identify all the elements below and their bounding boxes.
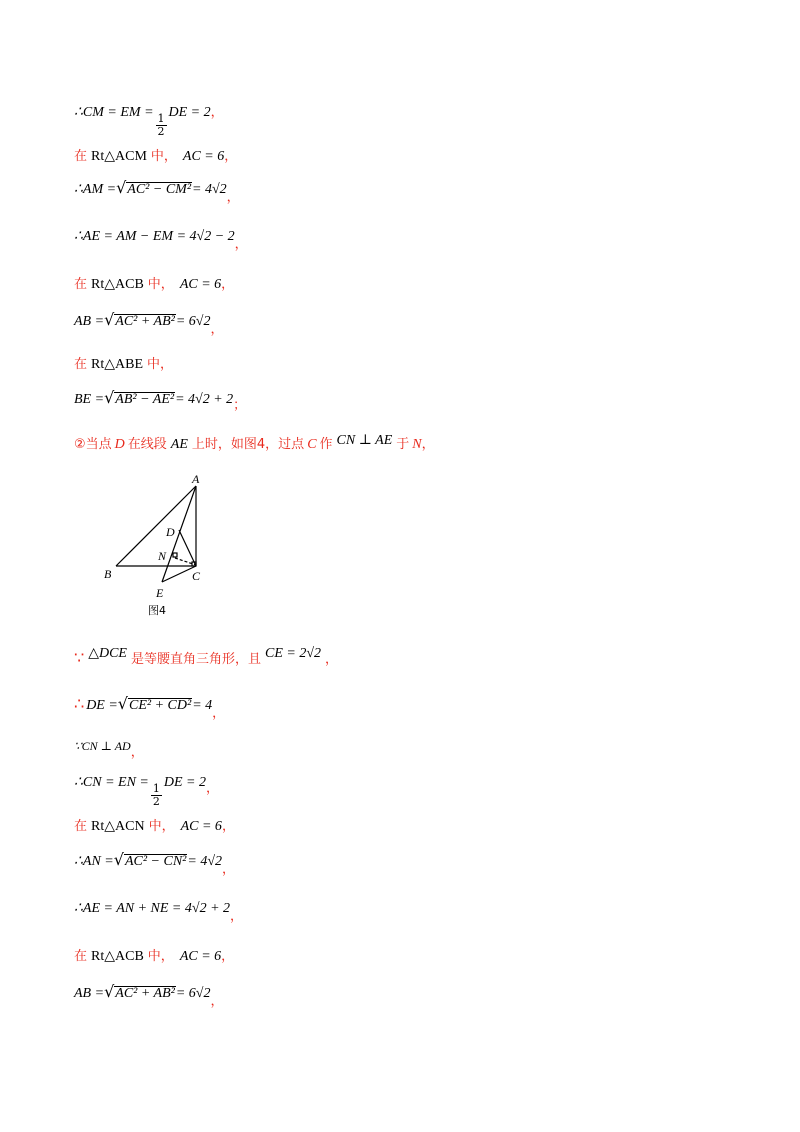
math-text: CN ⊥ AE bbox=[336, 433, 393, 448]
punct: ， bbox=[210, 105, 224, 120]
right-angle-n bbox=[173, 553, 177, 557]
line-rt-acb-2 bbox=[74, 950, 234, 964]
text: 中， bbox=[148, 819, 175, 834]
punct: ， bbox=[210, 994, 224, 1009]
math-text: AC = 6 bbox=[182, 149, 225, 164]
point-n: N bbox=[412, 437, 422, 452]
text: 上时，如图4，过点 bbox=[191, 437, 305, 452]
math-text: ∵CN ⊥ AD bbox=[74, 739, 131, 753]
line-cm-em bbox=[74, 105, 224, 138]
text: 在 bbox=[74, 357, 88, 372]
therefore-symbol: ∴ bbox=[74, 694, 85, 713]
math-text: ∴AE = AN + NE = 4√2 + 2 bbox=[74, 901, 231, 916]
math-text: AC = 6 bbox=[180, 819, 222, 834]
math-text: BE = bbox=[74, 392, 105, 407]
punct: ， bbox=[230, 909, 244, 924]
punct: ， bbox=[221, 277, 235, 292]
text: ②当点 bbox=[74, 437, 112, 452]
figure-caption: 图4 bbox=[148, 604, 166, 617]
triangle-name: Rt△ACB bbox=[91, 949, 144, 964]
line-rt-abe bbox=[74, 358, 173, 372]
line-rt-acm bbox=[74, 150, 237, 164]
triangle-name: Rt△ACM bbox=[91, 149, 147, 164]
radicand: AC² + AB² bbox=[115, 314, 175, 329]
math-text: AB = bbox=[74, 986, 105, 1001]
segment-ab bbox=[116, 486, 196, 566]
punct: ， bbox=[325, 652, 339, 667]
geometry-figure-4 bbox=[100, 470, 220, 620]
radicand: AC² + AB² bbox=[115, 986, 175, 1001]
point-c: C bbox=[307, 437, 317, 452]
punct: ， bbox=[205, 781, 219, 796]
line-cn-en bbox=[74, 775, 219, 808]
line-ae bbox=[74, 229, 248, 252]
line-be: BE = √ AB² − AE² = 4√2 + 2 ； bbox=[74, 388, 247, 413]
text: 中， bbox=[147, 949, 174, 964]
math-text: = 4 bbox=[192, 698, 213, 713]
triangle-name: △DCE bbox=[88, 646, 127, 661]
math-text: = 6√2 bbox=[175, 314, 211, 329]
punct: ， bbox=[210, 322, 224, 337]
punct: ， bbox=[221, 819, 235, 834]
radicand: AC² − CM² bbox=[127, 182, 192, 197]
line-am: ∴AM = √ AC² − CM² = 4√2 ， bbox=[74, 178, 240, 205]
line-rt-acb bbox=[74, 278, 234, 292]
label-d: D bbox=[166, 525, 175, 539]
text: 中， bbox=[150, 149, 177, 164]
label-b: B bbox=[104, 567, 112, 581]
line-dce bbox=[74, 646, 339, 667]
punct: ； bbox=[233, 398, 247, 413]
math-text: DE = bbox=[86, 698, 118, 713]
fraction: $\frac{1}{2}$ bbox=[152, 782, 160, 808]
text: 在 bbox=[74, 149, 88, 164]
math-text: = 4√2 bbox=[192, 182, 227, 197]
text: 作 bbox=[319, 437, 333, 452]
math-text: DE = 2 bbox=[163, 775, 206, 790]
math-text: ∴AN = bbox=[74, 854, 114, 869]
math-text: ∴CM = EM = bbox=[74, 105, 154, 120]
math-text: = 6√2 bbox=[175, 986, 211, 1001]
math-text: = 4√2 + 2 bbox=[175, 392, 234, 407]
radicand: AC² − CN² bbox=[124, 854, 187, 869]
triangle-name: Rt△ABE bbox=[91, 357, 144, 372]
text: 在 bbox=[74, 819, 88, 834]
label-c: C bbox=[192, 569, 201, 583]
triangle-name: Rt△ACB bbox=[91, 277, 144, 292]
radicand: AB² − AE² bbox=[115, 392, 175, 407]
line-case-2 bbox=[74, 433, 435, 452]
because-symbol: ∵ bbox=[74, 648, 85, 667]
text: 在 bbox=[74, 277, 88, 292]
math-text: AC = 6 bbox=[179, 949, 222, 964]
math-text: = 4√2 bbox=[187, 854, 223, 869]
line-an: ∴AN = √ AC² − CN² = 4√2 ， bbox=[74, 850, 236, 877]
math-text: CE = 2√2 bbox=[264, 646, 322, 661]
punct: ， bbox=[234, 237, 248, 252]
text: 在 bbox=[74, 949, 88, 964]
segment-ae: AE bbox=[170, 437, 188, 452]
punct: ， bbox=[226, 190, 240, 205]
text: 是等腰直角三角形，且 bbox=[130, 652, 261, 667]
punct: ， bbox=[421, 437, 435, 452]
text: 中， bbox=[147, 277, 174, 292]
fraction: $\frac{1}{2}$ bbox=[157, 112, 165, 138]
label-e: E bbox=[156, 586, 164, 600]
line-rt-acn bbox=[74, 820, 235, 834]
triangle-name: Rt△ACN bbox=[91, 819, 145, 834]
label-a: A bbox=[192, 472, 200, 486]
punct: ， bbox=[221, 949, 235, 964]
line-de: ∴ DE = √ CE² + CD² = 4 ， bbox=[74, 694, 226, 721]
math-text: AB = bbox=[74, 314, 105, 329]
punct: ， bbox=[222, 862, 236, 877]
text: 在线段 bbox=[127, 437, 167, 452]
math-text: AC = 6 bbox=[179, 277, 222, 292]
math-text: DE = 2 bbox=[168, 105, 211, 120]
math-text: ∴AM = bbox=[74, 182, 117, 197]
text: 中， bbox=[147, 357, 174, 372]
math-text: ∴AE = AM − EM = 4√2 − 2 bbox=[74, 229, 235, 244]
line-ab: AB = √ AC² + AB² = 6√2 ， bbox=[74, 310, 224, 337]
radicand: CE² + CD² bbox=[129, 698, 192, 713]
point-d: D bbox=[114, 437, 125, 452]
punct: ， bbox=[224, 149, 238, 164]
punct: ， bbox=[130, 745, 144, 760]
math-text: ∴CN = EN = bbox=[74, 775, 149, 790]
label-n: N bbox=[158, 549, 167, 563]
line-ab-2: AB = √ AC² + AB² = 6√2 ， bbox=[74, 982, 224, 1009]
punct: ， bbox=[212, 706, 226, 721]
text: 于 bbox=[396, 437, 410, 452]
line-ae-2 bbox=[74, 901, 244, 924]
line-cn-ad bbox=[74, 739, 144, 760]
